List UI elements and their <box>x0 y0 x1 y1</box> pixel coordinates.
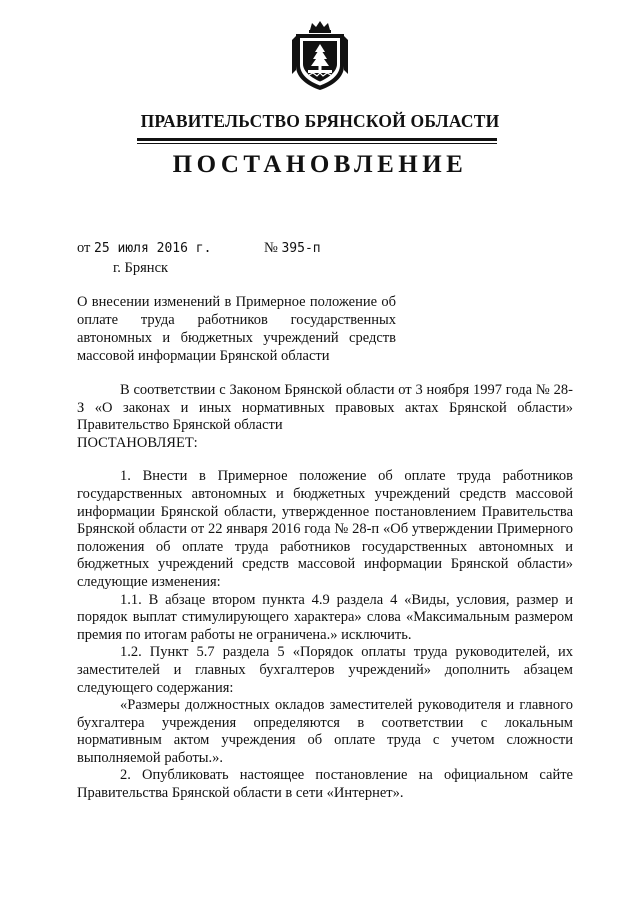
paragraph-1-1: 1.1. В абзаце втором пункта 4.9 раздела 4 «Виды, условия, размер и порядок выплат стимулирующего характера» слова «Максимальным размером премия по итогам работы не ограничена.» исключить. <box>77 591 573 643</box>
number-prefix: № <box>264 240 278 256</box>
document-title: ПОСТАНОВЛЕНИЕ <box>172 151 468 178</box>
paragraph-1: 1. Внести в Примерное положение об оплате труда работников государственных автономных и бюджетных учреждений средств массовой информации Брянской области, утвержденное постановлением Правительства Брянской области от 22 января 2016 года № 28-п «Об утверждении Примерного положения об оплате труда работников государственных автономных и бюджетных учреждений средств массовой информации Брянской области» следующие изменения: <box>77 468 573 590</box>
document-number: 395-п <box>281 241 321 256</box>
government-name: ПРАВИТЕЛЬСТВО БРЯНСКОЙ ОБЛАСТИ <box>140 111 500 131</box>
preamble-paragraph: В соответствии с Законом Брянской области от 3 ноября 1997 года № 28-З «О законах и иных нормативных правовых актах Брянской области» Правительство Брянской области <box>77 382 573 434</box>
city: г. Брянск <box>113 260 169 276</box>
paragraph-1-2-quote: «Размеры должностных окладов заместителей руководителя и главного бухгалтера учреждения определяются в соответствии с локальным нормативным актом учреждения об оплате труда с учетом сложности выполняемой работы.». <box>77 697 573 766</box>
decree-word: ПОСТАНОВЛЯЕТ: <box>77 434 198 451</box>
document-body <box>77 382 573 803</box>
paragraph-2: 2. Опубликовать настоящее постановление на официальном сайте Правительства Брянской области в сети «Интернет». <box>77 767 573 802</box>
document-subject: О внесении изменений в Примерное положение об оплате труда работников государственных автономных и бюджетных учреждений средств массовой информации Брянской области <box>77 294 396 364</box>
paragraph-1-2: 1.2. Пункт 5.7 раздела 5 «Порядок оплаты труда руководителей, их заместителей и главных бухгалтеров учреждений» дополнить абзацем следующего содержания: <box>77 644 573 696</box>
date-line <box>77 240 321 257</box>
date-prefix: от <box>77 240 91 256</box>
coat-of-arms-icon <box>288 20 352 92</box>
document-date: 25 июля 2016 г. <box>94 241 212 256</box>
header-rule-thin <box>137 143 497 144</box>
header-rule-thick <box>137 138 497 141</box>
document-number-group <box>264 240 321 257</box>
